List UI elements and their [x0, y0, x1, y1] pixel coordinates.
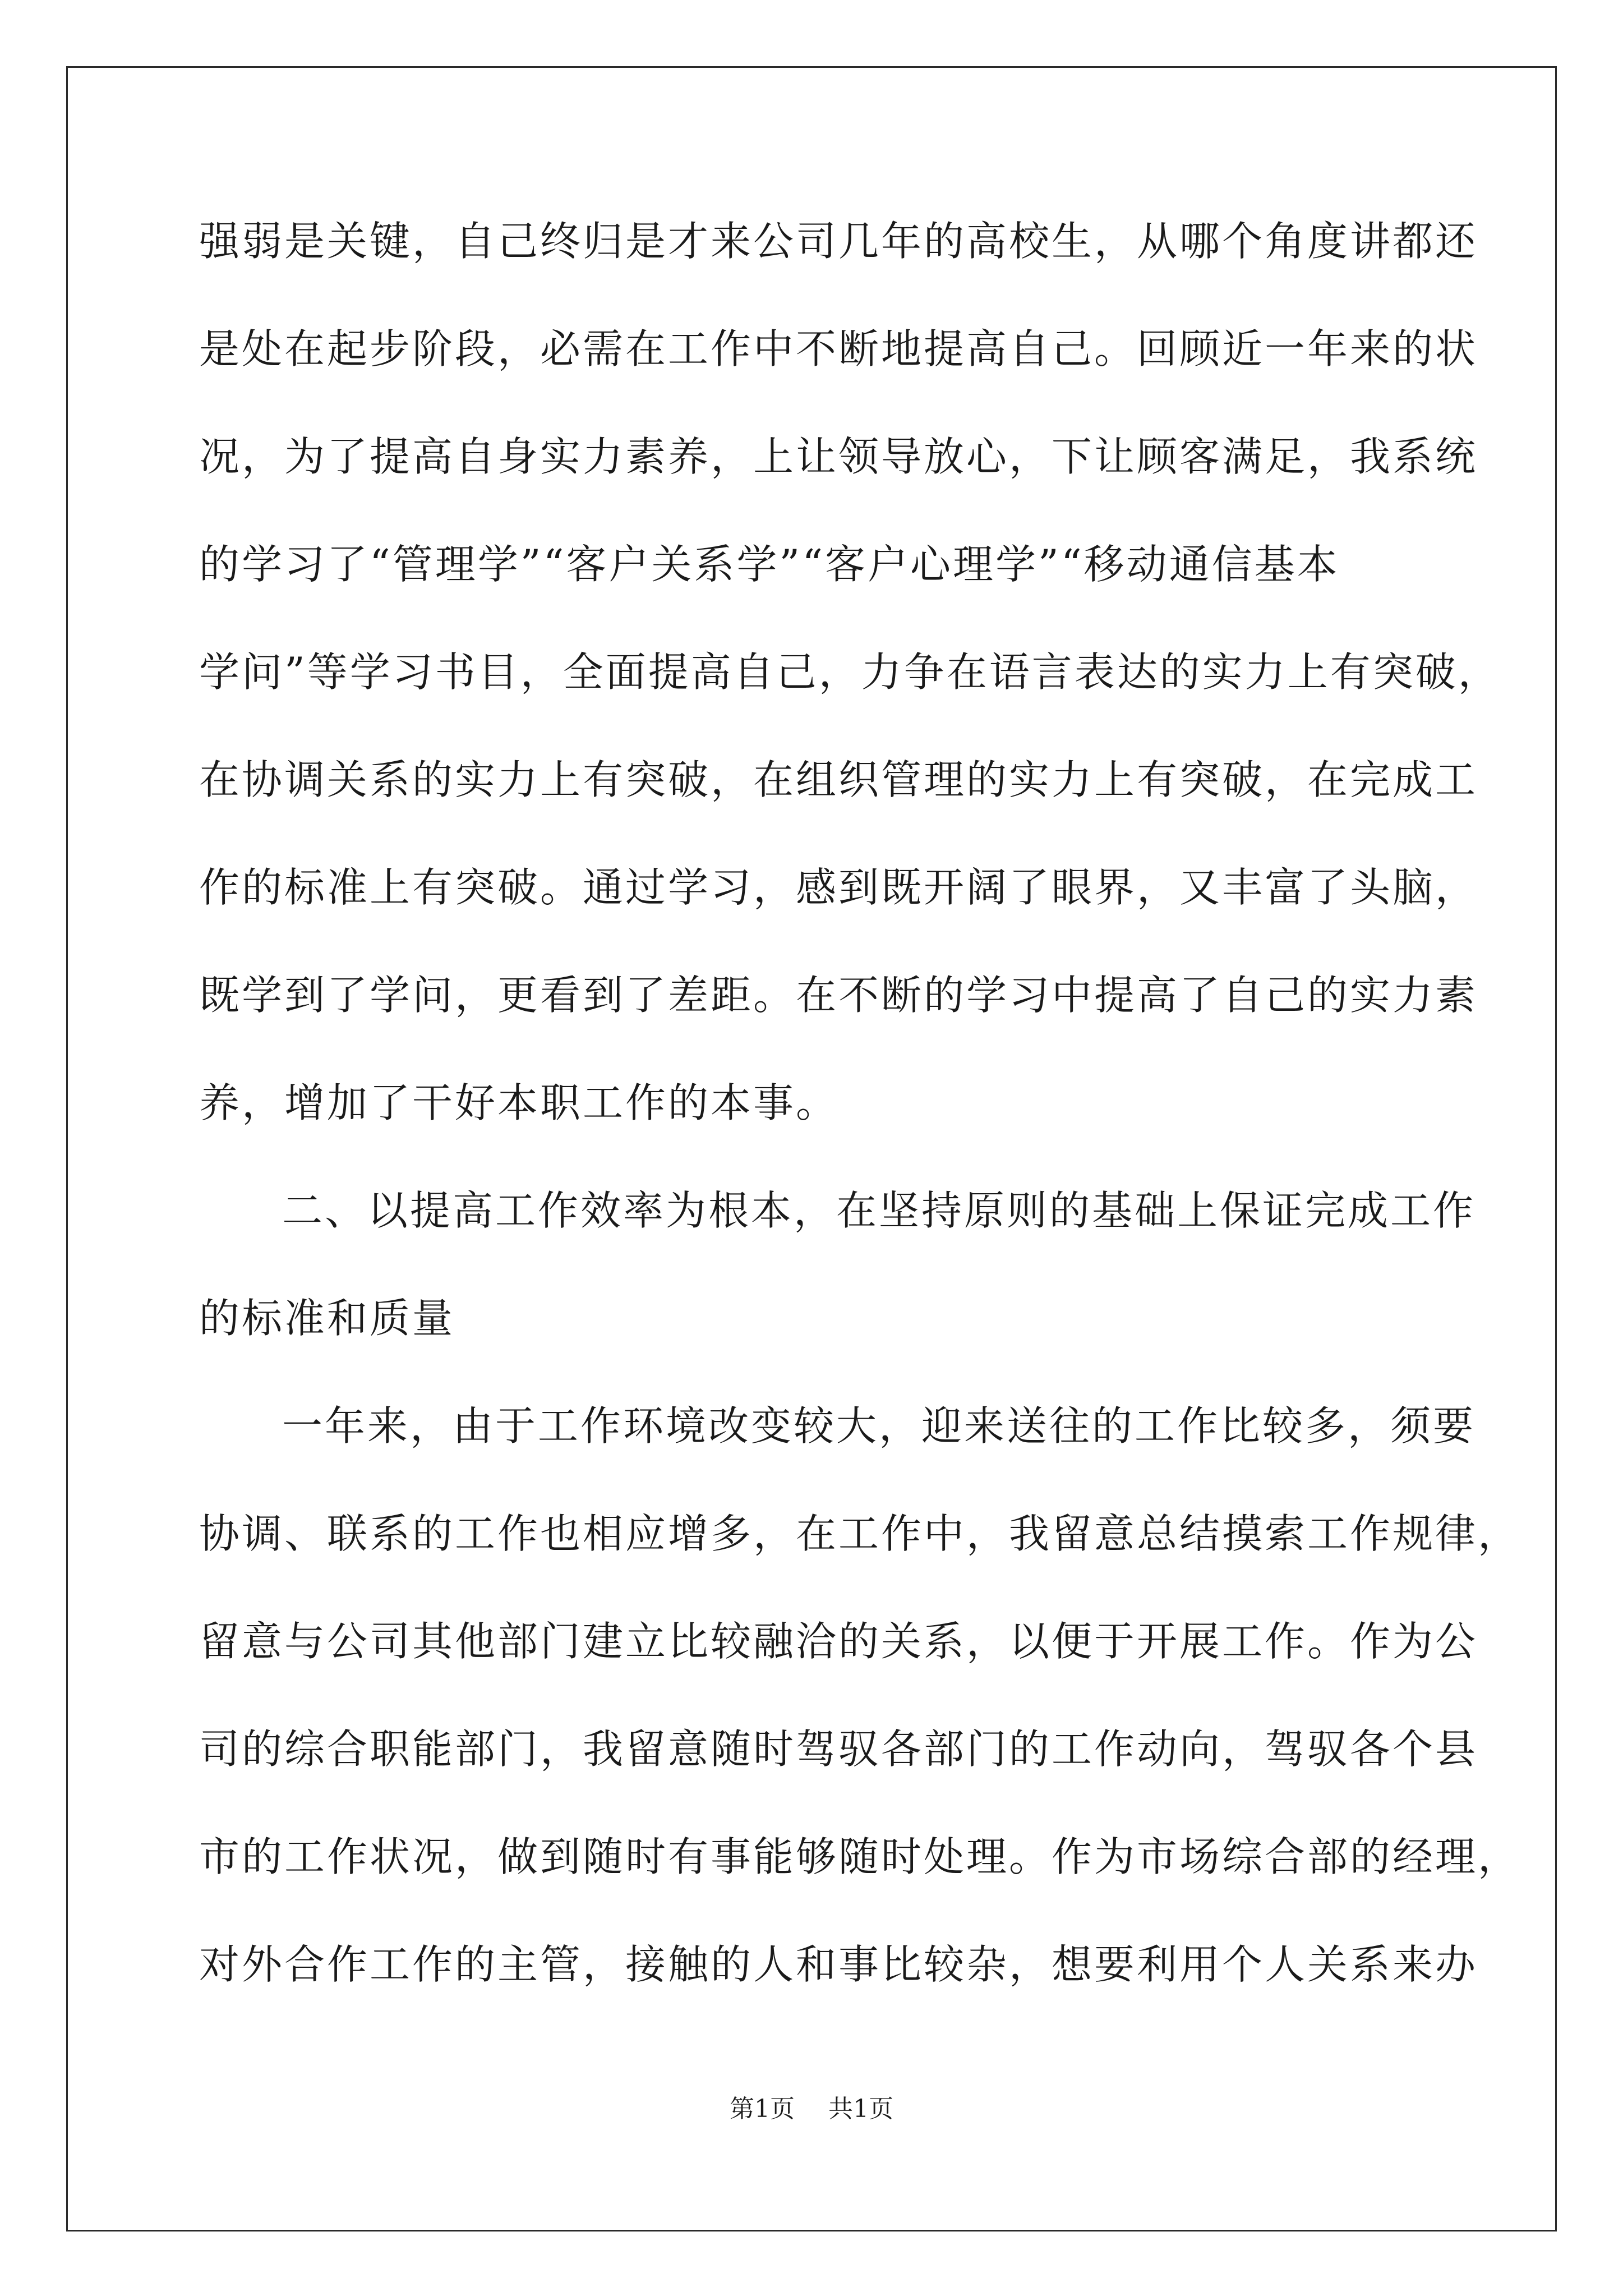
page-total: 共1页: [828, 2095, 893, 2123]
section-heading-line: 二、以提高工作效率为根本，在坚持原则的基础上保证完成工作: [282, 1187, 1476, 1234]
text-line: 养，增加了干好本职工作的本事。: [199, 1079, 839, 1126]
text-line: 学问”等学习书目，全面提高自己，力争在语言表达的实力上有突破，: [199, 648, 1501, 696]
text-line: 留意与公司其他部门建立比较融洽的关系，以便于开展工作。作为公: [199, 1618, 1478, 1665]
text-line: 作的标准上有突破。通过学习，感到既开阔了眼界，又丰富了头脑，: [199, 864, 1478, 911]
text-line: 市的工作状况，做到随时有事能够随时处理。作为市场综合部的经理，: [199, 1833, 1521, 1880]
text-line: 况，为了提高自身实力素养，上让领导放心，下让顾客满足，我系统: [199, 433, 1478, 480]
text-line: 司的综合职能部门，我留意随时驾驭各部门的工作动向，驾驭各个县: [199, 1726, 1478, 1773]
document-body: [199, 214, 1521, 2045]
text-line: 强弱是关键，自己终归是才来公司几年的高校生，从哪个角度讲都还: [199, 218, 1478, 265]
text-line: 的学习了“管理学”“客户关系学”“客户心理学”“移动通信基本: [199, 541, 1340, 588]
text-line: 是处在起步阶段，必需在工作中不断地提高自己。回顾近一年来的状: [199, 325, 1478, 372]
text-line: 既学到了学问，更看到了差距。在不断的学习中提高了自己的实力素: [199, 972, 1478, 1019]
text-line: 在协调关系的实力上有突破，在组织管理的实力上有突破，在完成工: [199, 756, 1478, 803]
page-number: 第1页: [730, 2095, 795, 2123]
text-line: 协调、联系的工作也相应增多，在工作中，我留意总结摸索工作规律，: [199, 1510, 1521, 1557]
section-heading-line: 的标准和质量: [199, 1295, 455, 1342]
page-footer: [0, 2092, 1623, 2126]
text-line: 一年来，由于工作环境改变较大，迎来送往的工作比较多，须要: [282, 1402, 1476, 1450]
text-line: 对外合作工作的主管，接触的人和事比较杂，想要利用个人关系来办: [199, 1941, 1478, 1988]
